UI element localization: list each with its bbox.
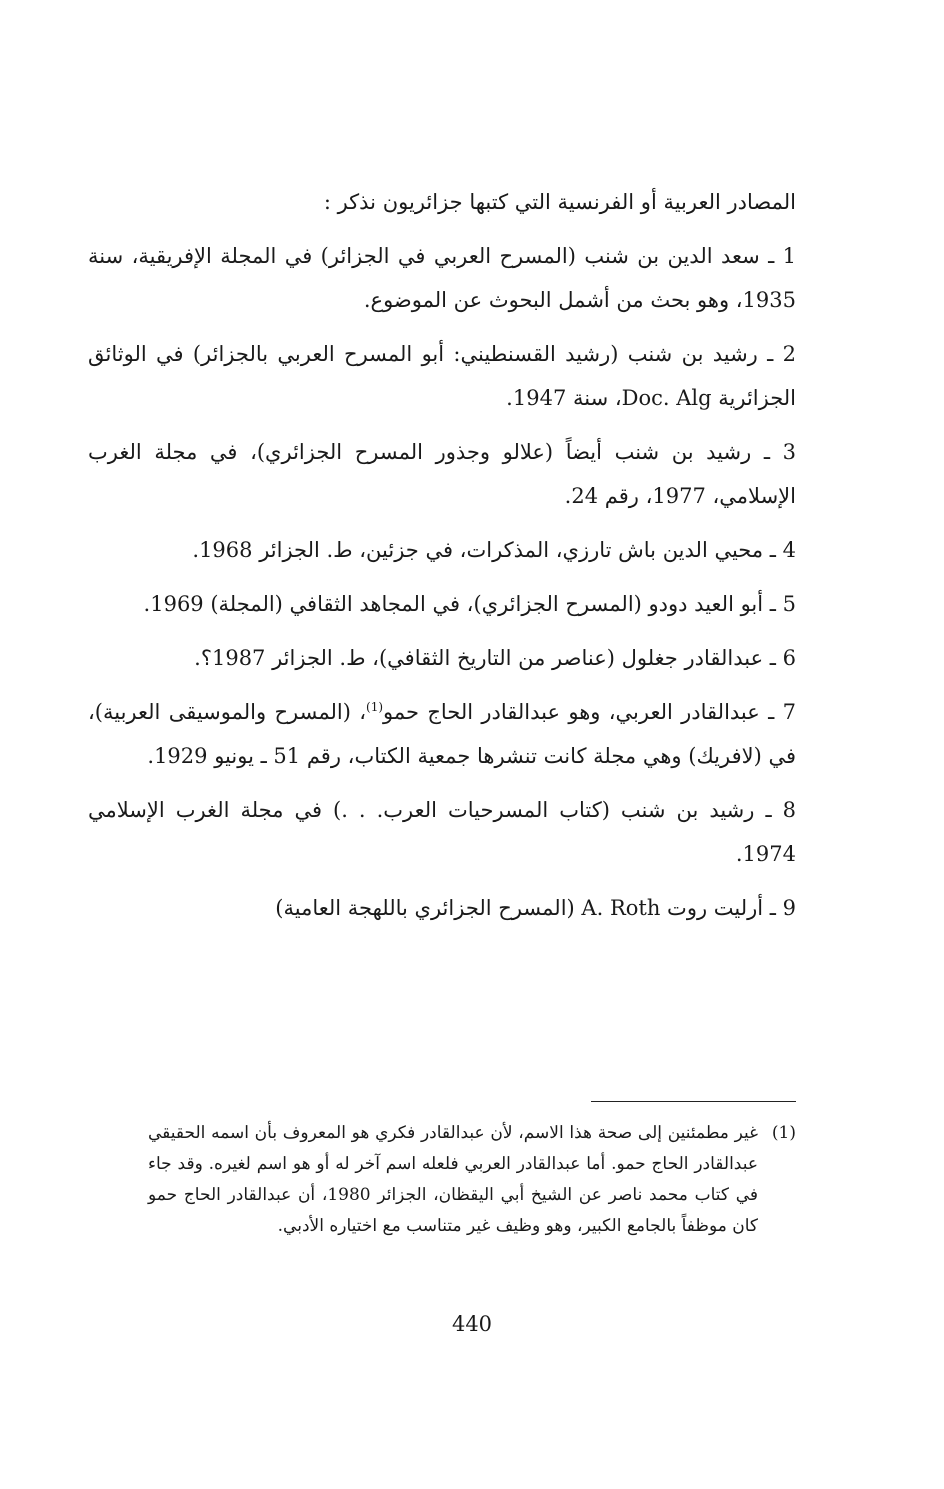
list-item-1 [88, 234, 796, 322]
item-number: 8 ـ [765, 798, 796, 822]
list-item-5 [88, 582, 796, 626]
item-number: 7 ـ [768, 700, 796, 724]
item-number: 1 ـ [768, 244, 797, 268]
item-number: 4 ـ [769, 538, 796, 562]
list-item-8 [88, 788, 796, 876]
item-text: رشيد بن شنب (كتاب المسرحيات العرب. . .) في مجلة الغرب الإسلامي 1974. [88, 798, 796, 866]
item-text: رشيد بن شنب (رشيد القسنطيني: أبو المسرح العربي بالجزائر) في الوثائق الجزائرية [88, 342, 796, 410]
list-item-7 [88, 690, 796, 778]
item-text-after: ، (المسرح والموسيقى العربية)، في (لافريك) وهي مجلة كانت تنشرها جمعية الكتاب، رقم 51 ـ يونيو 1929. [88, 700, 796, 768]
item-text: أبو العيد دودو (المسرح الجزائري)، في المجاهد الثقافي (المجلة) 1969. [143, 592, 764, 616]
item-text: أرليت روت [667, 896, 764, 920]
list-item-9 [88, 886, 796, 930]
footnote-section [148, 1118, 796, 1242]
item-text: عبدالقادر جغلول (عناصر من التاريخ الثقافي)، ط. الجزائر 1987؟. [194, 646, 764, 670]
page-number: 440 [451, 1312, 493, 1336]
list-item-2 [88, 332, 796, 420]
item-latin-text: A. Roth [581, 896, 661, 920]
main-text [88, 180, 796, 940]
footnote-divider [591, 1101, 796, 1102]
item-text: رشيد بن شنب أيضاً (علالو وجذور المسرح الجزائري)، في مجلة الغرب الإسلامي، 1977، رقم 24. [88, 440, 796, 508]
list-item-3 [88, 430, 796, 518]
item-text: محيي الدين باش تارزي، المذكرات، في جزئين، ط. الجزائر 1968. [192, 538, 764, 562]
list-item-4 [88, 528, 796, 572]
item-text-after: (المسرح الجزائري باللهجة العامية) [275, 896, 575, 920]
item-number: 3 ـ [763, 440, 797, 464]
list-item-6 [88, 636, 796, 680]
footnote-marker: (1) [771, 1123, 796, 1143]
item-text: سعد الدين بن شنب (المسرح العربي في الجزائر) في المجلة الإفريقية، سنة 1935، وهو بحث من أشمل البحوث عن الموضوع. [88, 244, 796, 312]
footnote-text: غير مطمئنين إلى صحة هذا الاسم، لأن عبدالقادر فكري هو المعروف بأن اسمه الحقيقي عبدالقادر الحاج حمو. أما عبدالقادر العربي فلعله اسم آخر له أو هو اسم لغيره. وقد جاء في كتاب محمد ناصر عن الشيخ أبي اليقظان، الجزائر 1980، أن عبدالقادر الحاج حمو كان موظفاً بالجامع الكبير، وهو وظيف غير متناسب مع اختياره الأدبي. [148, 1123, 758, 1236]
item-latin-text: Doc. Alg [621, 386, 712, 410]
intro-paragraph: المصادر العربية أو الفرنسية التي كتبها جزائريون نذكر : [323, 190, 796, 214]
item-number: 9 ـ [769, 896, 796, 920]
item-number: 2 ـ [767, 342, 796, 366]
item-text-after: ، سنة 1947. [506, 386, 622, 410]
item-number: 5 ـ [769, 592, 796, 616]
item-number: 6 ـ [769, 646, 796, 670]
footnote-reference[interactable]: (1) [366, 700, 384, 714]
item-text: عبدالقادر العربي، وهو عبدالقادر الحاج حمو [383, 700, 760, 724]
